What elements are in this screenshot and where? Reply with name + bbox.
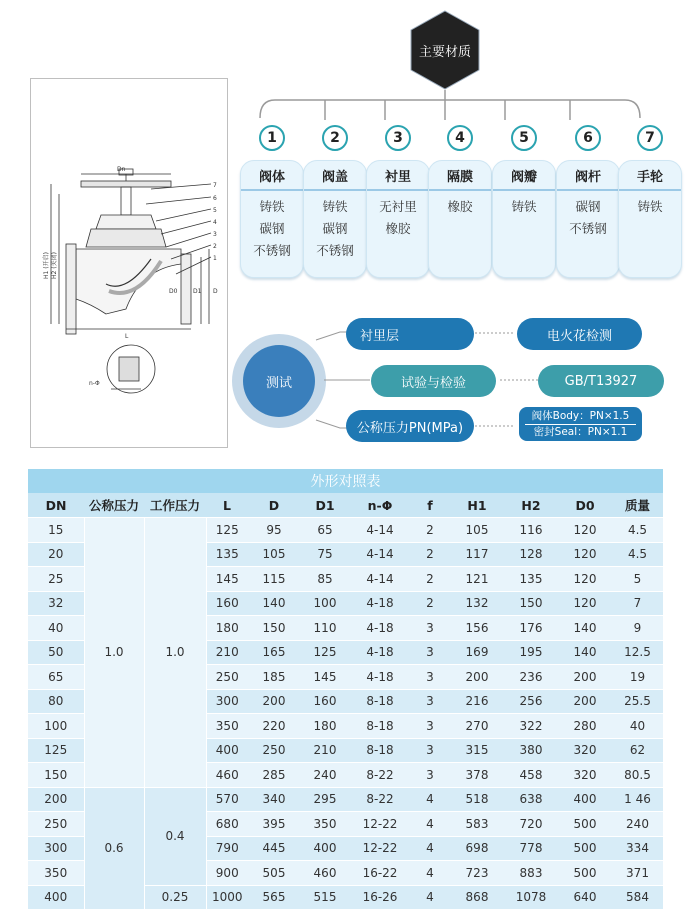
valve-diagram-svg <box>31 79 229 449</box>
cell-w: 62 <box>612 738 663 763</box>
material-value: 橡胶 <box>447 199 473 214</box>
material-card <box>618 160 682 278</box>
cell-d: 140 <box>248 591 300 616</box>
table-header-cell: H1 <box>450 493 504 518</box>
test-pressure-result <box>519 407 642 441</box>
cell-dn: 150 <box>28 763 84 788</box>
cell-h1: 216 <box>450 689 504 714</box>
cell-h1: 200 <box>450 665 504 690</box>
cell-dn: 200 <box>28 787 84 812</box>
table-header-cell: DN <box>28 493 84 518</box>
cell-f: 3 <box>410 714 450 739</box>
part-number: 6 <box>213 195 217 202</box>
cell-dn: 400 <box>28 885 84 910</box>
cell-f: 3 <box>410 763 450 788</box>
cell-d0: 500 <box>558 861 612 886</box>
cell-d0: 200 <box>558 689 612 714</box>
cell-d1: 295 <box>300 787 350 812</box>
part-number: 1 <box>213 255 217 262</box>
material-value: 不锈钢 <box>253 243 291 258</box>
cell-d1: 160 <box>300 689 350 714</box>
cell-d0: 120 <box>558 591 612 616</box>
cell-dn: 300 <box>28 836 84 861</box>
material-value: 碳钢 <box>575 199 601 214</box>
cell-h2: 135 <box>504 567 558 592</box>
cell-f: 3 <box>410 738 450 763</box>
cell-working-pressure: 1.0 <box>144 518 206 788</box>
material-name: 阀瓣 <box>493 161 555 191</box>
cell-l: 790 <box>206 836 248 861</box>
material-value: 铸铁 <box>637 199 663 214</box>
cell-l: 680 <box>206 812 248 837</box>
cell-w: 4.5 <box>612 518 663 543</box>
cell-d: 185 <box>248 665 300 690</box>
cell-d: 395 <box>248 812 300 837</box>
cell-f: 3 <box>410 616 450 641</box>
cell-n: 12-22 <box>350 812 410 837</box>
material-value: 铸铁 <box>259 199 285 214</box>
cell-d0: 120 <box>558 518 612 543</box>
cell-d: 165 <box>248 640 300 665</box>
cell-w: 80.5 <box>612 763 663 788</box>
cell-n: 16-26 <box>350 885 410 910</box>
cell-n: 4-14 <box>350 567 410 592</box>
dim-dn: Dn <box>117 166 126 173</box>
cell-l: 160 <box>206 591 248 616</box>
material-name: 阀杆 <box>557 161 619 191</box>
material-name: 阀体 <box>241 161 303 191</box>
cell-n: 4-18 <box>350 640 410 665</box>
material-value: 不锈钢 <box>569 221 607 236</box>
cell-h1: 121 <box>450 567 504 592</box>
cell-working-pressure: 0.25 <box>144 885 206 910</box>
cell-w: 371 <box>612 861 663 886</box>
cell-l: 145 <box>206 567 248 592</box>
cell-f: 4 <box>410 787 450 812</box>
cell-n: 4-18 <box>350 665 410 690</box>
material-number: 7 <box>637 125 663 151</box>
material-value: 无衬里 <box>379 199 417 214</box>
cell-dn: 20 <box>28 542 84 567</box>
cell-l: 460 <box>206 763 248 788</box>
table-header-cell: D <box>248 493 300 518</box>
part-number: 7 <box>213 182 217 189</box>
cell-working-pressure: 0.4 <box>144 787 206 885</box>
cell-n: 4-14 <box>350 518 410 543</box>
cell-l: 400 <box>206 738 248 763</box>
material-number: 6 <box>575 125 601 151</box>
test-lining-label: 衬里层 <box>346 318 474 350</box>
cell-f: 2 <box>410 518 450 543</box>
cell-d0: 140 <box>558 640 612 665</box>
cell-h2: 322 <box>504 714 558 739</box>
dim-l: L <box>125 333 129 340</box>
cell-l: 570 <box>206 787 248 812</box>
cell-d0: 120 <box>558 542 612 567</box>
cell-n: 4-18 <box>350 616 410 641</box>
cell-dn: 100 <box>28 714 84 739</box>
body-pressure: 阀体Body：PN×1.5 <box>531 410 630 422</box>
cell-w: 9 <box>612 616 663 641</box>
material-value: 橡胶 <box>385 221 411 236</box>
table-header-cell: f <box>410 493 450 518</box>
cell-d1: 110 <box>300 616 350 641</box>
cell-d1: 65 <box>300 518 350 543</box>
materials-title: 主要材质 <box>418 44 471 60</box>
cell-dn: 40 <box>28 616 84 641</box>
cell-d0: 400 <box>558 787 612 812</box>
cell-d0: 320 <box>558 738 612 763</box>
table-row <box>28 518 663 543</box>
table-title: 外形对照表 <box>28 469 663 493</box>
cell-d0: 500 <box>558 836 612 861</box>
material-card <box>428 160 492 278</box>
cell-d: 95 <box>248 518 300 543</box>
cell-h1: 378 <box>450 763 504 788</box>
cell-n: 12-22 <box>350 836 410 861</box>
cell-l: 180 <box>206 616 248 641</box>
cell-d1: 515 <box>300 885 350 910</box>
cell-h2: 380 <box>504 738 558 763</box>
table-header-cell: D1 <box>300 493 350 518</box>
material-name: 手轮 <box>619 161 681 191</box>
cell-d: 285 <box>248 763 300 788</box>
table-header-cell: n-Φ <box>350 493 410 518</box>
part-number: 5 <box>213 207 217 214</box>
cell-d1: 350 <box>300 812 350 837</box>
test-inspection-result: GB/T13927 <box>538 365 664 397</box>
cell-n: 4-18 <box>350 591 410 616</box>
cell-n: 8-22 <box>350 787 410 812</box>
material-value: 不锈钢 <box>316 243 354 258</box>
cell-h1: 117 <box>450 542 504 567</box>
cell-d0: 280 <box>558 714 612 739</box>
dim-d0: D0 <box>169 288 178 295</box>
cell-d0: 640 <box>558 885 612 910</box>
cell-d: 220 <box>248 714 300 739</box>
cell-h2: 778 <box>504 836 558 861</box>
dim-h1: H1 (开启) <box>43 252 50 279</box>
cell-h2: 256 <box>504 689 558 714</box>
cell-l: 350 <box>206 714 248 739</box>
cell-f: 3 <box>410 665 450 690</box>
cell-d1: 240 <box>300 763 350 788</box>
cell-l: 250 <box>206 665 248 690</box>
cell-d: 250 <box>248 738 300 763</box>
cell-d1: 210 <box>300 738 350 763</box>
test-inspection-label: 试验与检验 <box>371 365 496 397</box>
part-number: 4 <box>213 219 217 226</box>
cell-w: 19 <box>612 665 663 690</box>
cell-d1: 460 <box>300 861 350 886</box>
cell-h2: 1078 <box>504 885 558 910</box>
part-number: 3 <box>213 231 217 238</box>
material-name: 隔膜 <box>429 161 491 191</box>
cell-dn: 50 <box>28 640 84 665</box>
cell-l: 125 <box>206 518 248 543</box>
cell-d: 105 <box>248 542 300 567</box>
cell-dn: 350 <box>28 861 84 886</box>
table-header-cell: H2 <box>504 493 558 518</box>
cell-n: 8-18 <box>350 714 410 739</box>
cell-dn: 25 <box>28 567 84 592</box>
cell-d1: 75 <box>300 542 350 567</box>
test-center: 测试 <box>243 345 315 417</box>
material-name: 阀盖 <box>304 161 366 191</box>
cell-d0: 120 <box>558 567 612 592</box>
cell-l: 210 <box>206 640 248 665</box>
cell-w: 25.5 <box>612 689 663 714</box>
material-value: 铸铁 <box>511 199 537 214</box>
cell-w: 7 <box>612 591 663 616</box>
cell-d1: 100 <box>300 591 350 616</box>
cell-h2: 195 <box>504 640 558 665</box>
cell-l: 1000 <box>206 885 248 910</box>
cell-d0: 320 <box>558 763 612 788</box>
cell-f: 4 <box>410 836 450 861</box>
cell-n: 8-22 <box>350 763 410 788</box>
cell-h1: 583 <box>450 812 504 837</box>
cell-f: 3 <box>410 689 450 714</box>
cell-h1: 315 <box>450 738 504 763</box>
cell-nominal-pressure: 1.0 <box>84 518 144 788</box>
cell-w: 12.5 <box>612 640 663 665</box>
cell-w: 4.5 <box>612 542 663 567</box>
cell-d0: 200 <box>558 665 612 690</box>
cell-dn: 80 <box>28 689 84 714</box>
dimension-table <box>28 493 663 910</box>
cell-n: 8-18 <box>350 689 410 714</box>
material-card <box>492 160 556 278</box>
test-lining-result: 电火花检测 <box>517 318 642 350</box>
table-header-cell: 质量 <box>612 493 663 518</box>
cell-h2: 128 <box>504 542 558 567</box>
cell-l: 135 <box>206 542 248 567</box>
cell-d: 150 <box>248 616 300 641</box>
table-header-cell: 工作压力 <box>144 493 206 518</box>
material-card <box>366 160 430 278</box>
table-header-row <box>28 493 663 518</box>
cell-d: 565 <box>248 885 300 910</box>
cell-h1: 518 <box>450 787 504 812</box>
cell-nominal-pressure: 0.6 <box>84 787 144 910</box>
material-value: 碳钢 <box>259 221 285 236</box>
material-card <box>556 160 620 278</box>
cell-h1: 270 <box>450 714 504 739</box>
cell-h1: 723 <box>450 861 504 886</box>
cell-f: 3 <box>410 640 450 665</box>
material-number: 5 <box>511 125 537 151</box>
part-number: 2 <box>213 243 217 250</box>
table-row <box>28 787 663 812</box>
table-header-cell: 公称压力 <box>84 493 144 518</box>
cell-l: 900 <box>206 861 248 886</box>
cell-dn: 65 <box>28 665 84 690</box>
cell-w: 334 <box>612 836 663 861</box>
dim-d1: D1 <box>193 288 202 295</box>
cell-w: 40 <box>612 714 663 739</box>
cell-d0: 500 <box>558 812 612 837</box>
material-number: 3 <box>385 125 411 151</box>
cell-h1: 169 <box>450 640 504 665</box>
cell-h1: 132 <box>450 591 504 616</box>
cell-dn: 125 <box>28 738 84 763</box>
table-header-cell: D0 <box>558 493 612 518</box>
cell-h1: 156 <box>450 616 504 641</box>
cell-d1: 125 <box>300 640 350 665</box>
material-value: 铸铁 <box>322 199 348 214</box>
material-number: 2 <box>322 125 348 151</box>
cell-h2: 150 <box>504 591 558 616</box>
material-name: 衬里 <box>367 161 429 191</box>
cell-h2: 116 <box>504 518 558 543</box>
cell-d: 445 <box>248 836 300 861</box>
cell-f: 4 <box>410 861 450 886</box>
cell-dn: 15 <box>28 518 84 543</box>
material-value: 碳钢 <box>322 221 348 236</box>
cell-d: 200 <box>248 689 300 714</box>
material-number: 4 <box>447 125 473 151</box>
table-header-cell: L <box>206 493 248 518</box>
cell-h2: 720 <box>504 812 558 837</box>
cell-f: 2 <box>410 591 450 616</box>
material-number: 1 <box>259 125 285 151</box>
cell-h2: 458 <box>504 763 558 788</box>
cell-w: 584 <box>612 885 663 910</box>
cell-h2: 883 <box>504 861 558 886</box>
cell-n: 16-22 <box>350 861 410 886</box>
cell-h1: 868 <box>450 885 504 910</box>
test-pressure-label: 公称压力PN(MPa) <box>346 410 474 442</box>
cell-f: 2 <box>410 567 450 592</box>
cell-l: 300 <box>206 689 248 714</box>
cell-w: 5 <box>612 567 663 592</box>
cell-h2: 638 <box>504 787 558 812</box>
cell-d: 340 <box>248 787 300 812</box>
cell-d: 505 <box>248 861 300 886</box>
cell-f: 4 <box>410 885 450 910</box>
material-card <box>240 160 304 278</box>
seal-pressure: 密封Seal：PN×1.1 <box>533 426 628 438</box>
cell-h1: 698 <box>450 836 504 861</box>
valve-drawing <box>30 78 228 448</box>
cell-h1: 105 <box>450 518 504 543</box>
cell-n: 4-14 <box>350 542 410 567</box>
cell-d: 115 <box>248 567 300 592</box>
dim-h2: H2 (关闭) <box>51 252 58 279</box>
cell-dn: 250 <box>28 812 84 837</box>
cell-d0: 140 <box>558 616 612 641</box>
cell-d1: 400 <box>300 836 350 861</box>
cell-n: 8-18 <box>350 738 410 763</box>
cell-dn: 32 <box>28 591 84 616</box>
cell-f: 2 <box>410 542 450 567</box>
cell-f: 4 <box>410 812 450 837</box>
dim-n: n-Φ <box>89 380 100 387</box>
cell-w: 1 46 <box>612 787 663 812</box>
material-card <box>303 160 367 278</box>
cell-h2: 236 <box>504 665 558 690</box>
cell-w: 240 <box>612 812 663 837</box>
cell-d1: 145 <box>300 665 350 690</box>
dim-d: D <box>213 288 218 295</box>
cell-d1: 180 <box>300 714 350 739</box>
cell-d1: 85 <box>300 567 350 592</box>
cell-h2: 176 <box>504 616 558 641</box>
